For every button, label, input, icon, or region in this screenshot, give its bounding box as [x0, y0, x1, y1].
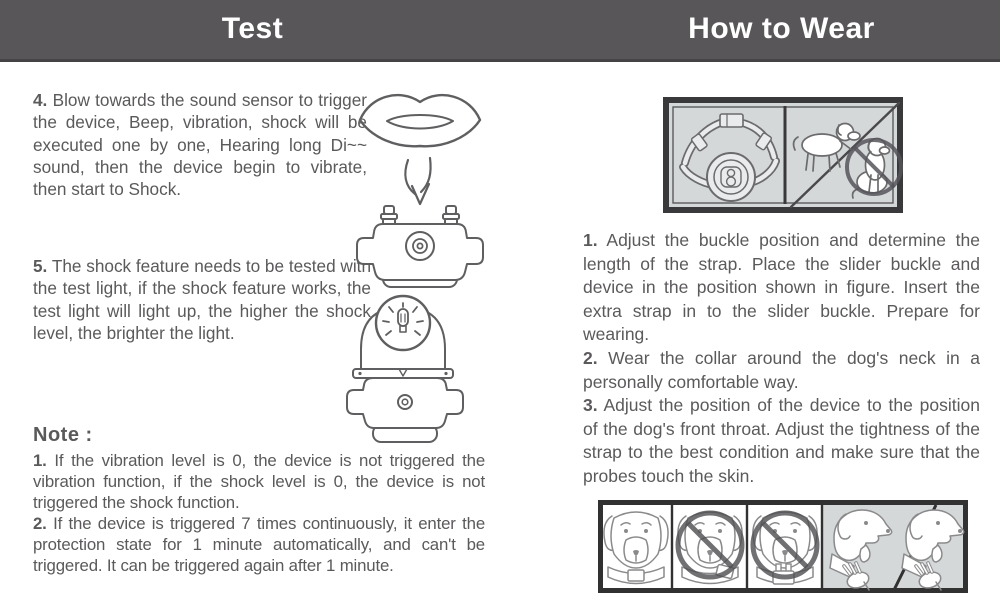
- wear-steps: [583, 229, 980, 489]
- note-item-2: [33, 513, 485, 576]
- step-number: 2.: [583, 347, 598, 368]
- step-text: Blow towards the sound sensor to trigger the device, Beep, vibration, shock will be executed one by one, Hearing long Di~~ sound, then the device begin to vibrate, then start to Shock.: [33, 90, 367, 200]
- header-bar: [0, 0, 1000, 62]
- step-number: 4.: [33, 90, 48, 110]
- step-text: Wear the collar around the dog's neck in a personally comfortable way.: [583, 347, 980, 392]
- collar-and-dog-posture-figure: [663, 97, 903, 213]
- lips-blow-toward-device-icon: [345, 80, 495, 288]
- fit-correct-front-icon: [604, 512, 668, 584]
- step-number: 5.: [33, 256, 48, 276]
- step-number: 3.: [583, 395, 598, 416]
- wear-step-3: [583, 394, 980, 488]
- blow-arrows-icon: [405, 158, 430, 204]
- note-block: [33, 450, 485, 576]
- note-heading: Note :: [33, 424, 93, 446]
- collar-fit-positions-figure: [598, 500, 968, 593]
- wear-step-2: [583, 347, 980, 394]
- test-step-5: [33, 255, 371, 344]
- test-light-magnifier-icon: [376, 296, 430, 350]
- note-text: If the device is triggered 7 times continuously, it enter the protection state for 1 minute automatically, and can't be triggered. It can be triggered again after 1 minute.: [33, 514, 486, 575]
- step-text: Adjust the position of the device to the position of the dog's front throat. Adjust the tightness of the strap to the best condition and make sure that the probes touch the skin.: [583, 395, 980, 486]
- step-number: 1.: [583, 230, 598, 250]
- device-test-light-icon: [331, 281, 486, 449]
- note-text: If the vibration level is 0, the device is not triggered the vibration function, if the shock level is 0, the device is not triggered the shock function.: [33, 451, 486, 512]
- section-title-test: Test: [221, 12, 284, 45]
- note-item-1: [33, 450, 485, 513]
- device-body: [347, 369, 463, 442]
- note-number: 2.: [33, 514, 47, 533]
- step-text: The shock feature needs to be tested with the test light, if the shock feature works, the test light will light up, the higher the shock level, the brighter the light.: [33, 256, 372, 343]
- section-title-how-to-wear: How to Wear: [688, 12, 875, 45]
- fit-wrong-side-icon: [678, 512, 742, 584]
- step-text: Adjust the buckle position and determine the length of the strap. Place the slider buckle and device in the position shown in figure. Insert the extra strap in to the slider buckle. Prepare for wearing.: [583, 230, 980, 345]
- note-number: 1.: [33, 451, 47, 470]
- test-step-4: [33, 89, 367, 200]
- collar-device-icon: [357, 206, 483, 287]
- fit-wrong-front-icon: [753, 512, 817, 584]
- lips-icon: [360, 95, 480, 146]
- wear-step-1: [583, 229, 980, 347]
